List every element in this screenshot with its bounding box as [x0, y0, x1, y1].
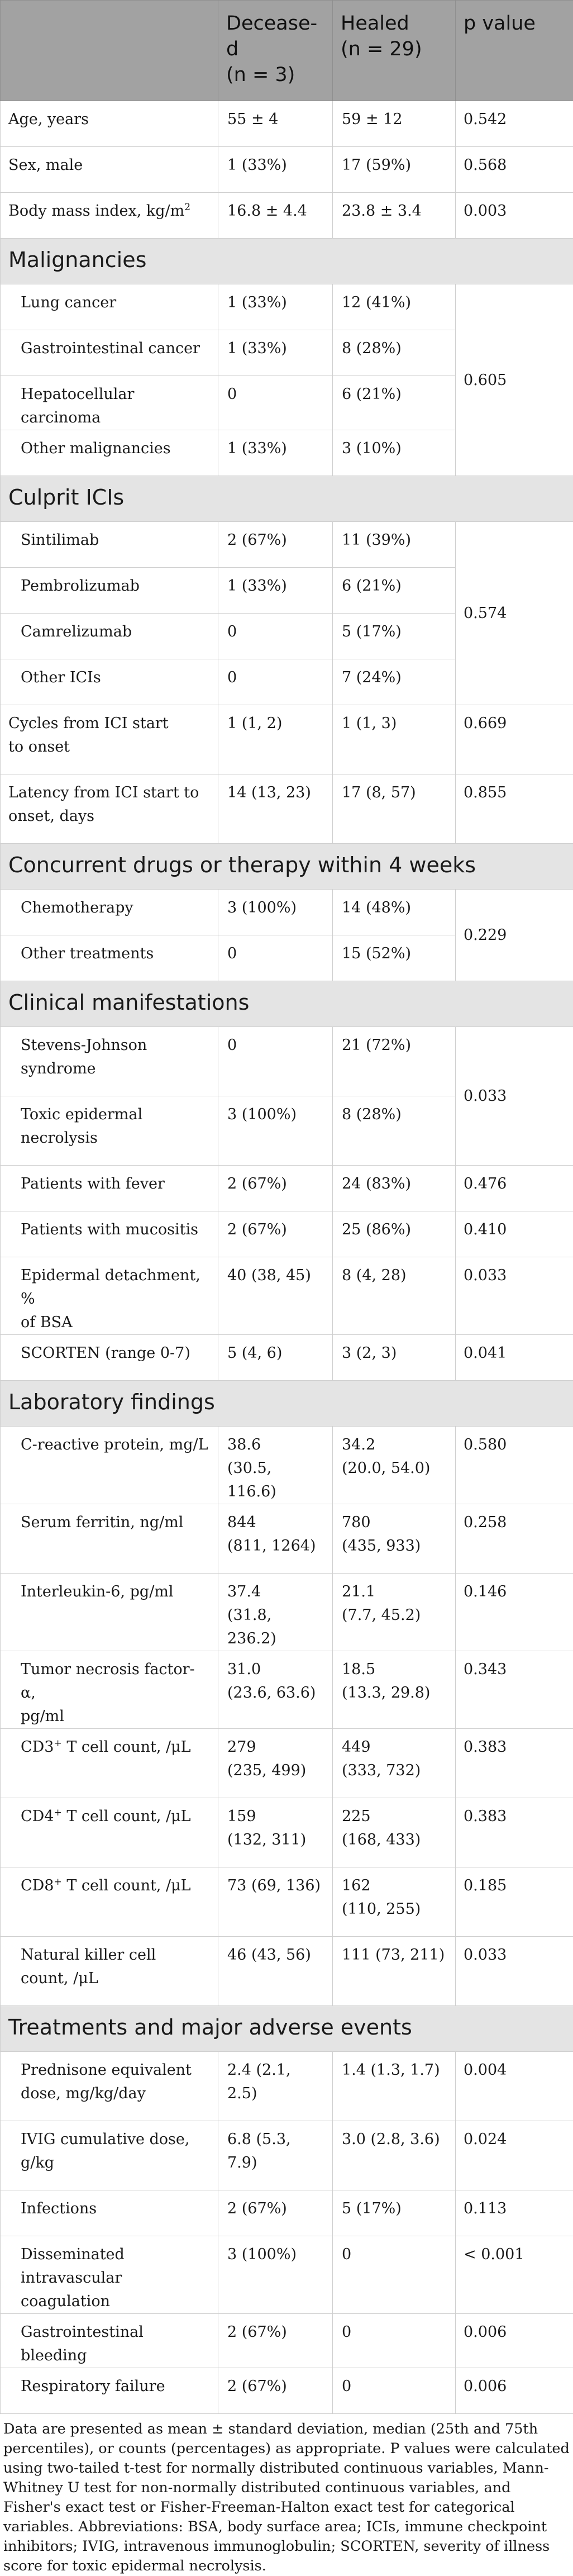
header-p-label: p value	[464, 11, 565, 36]
table-row	[1, 2052, 573, 2121]
table-row	[1, 2236, 573, 2314]
section-heading-row	[1, 844, 573, 890]
row-label: Respiratory failure	[1, 2368, 218, 2414]
table-row	[1, 1166, 573, 1211]
deceased-value: 5 (4, 6)	[218, 1335, 333, 1381]
p-value: 0.605	[456, 284, 573, 476]
healed-value: 0	[333, 2236, 456, 2314]
deceased-value: 55 ± 4	[218, 101, 333, 147]
table-row	[1, 2190, 573, 2236]
row-label	[1, 193, 218, 239]
header-blank-cell	[1, 1, 218, 101]
deceased-value: 14 (13, 23)	[218, 774, 333, 844]
p-value: 0.113	[456, 2190, 573, 2236]
value-line: (333, 732)	[342, 1759, 446, 1783]
table-row	[1, 193, 573, 239]
deceased-value	[218, 1504, 333, 1574]
p-value: 0.185	[456, 1867, 573, 1937]
row-label-line: IVIG cumulative dose,	[21, 2128, 209, 2151]
table-row	[1, 890, 573, 935]
row-label: Infections	[1, 2190, 218, 2236]
row-label-line: Disseminated	[21, 2243, 209, 2266]
row-label-line: Natural killer cell	[21, 1943, 209, 1967]
deceased-value: 2.4 (2.1, 2.5)	[218, 2052, 333, 2121]
deceased-value: 6.8 (5.3, 7.9)	[218, 2121, 333, 2190]
value-line: 31.0	[227, 1658, 323, 1681]
section-heading-row	[1, 476, 573, 522]
deceased-value: 40 (38, 45)	[218, 1257, 333, 1335]
healed-value: 0	[333, 2314, 456, 2368]
p-value: 0.033	[456, 1937, 573, 2006]
healed-value: 15 (52%)	[333, 935, 456, 981]
row-label-line: dose, mg/kg/day	[21, 2082, 209, 2106]
healed-value	[333, 1504, 456, 1574]
row-label: Chemotherapy	[1, 890, 218, 935]
row-label: Other ICIs	[1, 659, 218, 705]
row-label	[1, 1867, 218, 1937]
value-line: (13.3, 29.8)	[342, 1681, 446, 1705]
row-label: Sintilimab	[1, 522, 218, 568]
table-row	[1, 1504, 573, 1574]
section-title-concurrent: Concurrent drugs or therapy within 4 weeks	[1, 844, 573, 890]
deceased-value: 2 (67%)	[218, 522, 333, 568]
row-label	[1, 1937, 218, 2006]
row-label: Other malignancies	[1, 430, 218, 476]
value-line: (23.6, 63.6)	[227, 1681, 323, 1705]
section-title-malignancies: Malignancies	[1, 239, 573, 284]
p-value: 0.033	[456, 1027, 573, 1166]
value-line: 279	[227, 1736, 323, 1759]
table-row	[1, 2314, 573, 2368]
value-line: 844	[227, 1511, 323, 1534]
value-line: 225	[342, 1805, 446, 1828]
row-label-line: pg/ml	[21, 1705, 209, 1728]
deceased-value: 2 (67%)	[218, 1166, 333, 1211]
row-label-text: T cell count, /μL	[62, 1877, 191, 1894]
section-heading-row	[1, 981, 573, 1027]
row-label-line: Tumor necrosis factor-α,	[21, 1658, 209, 1705]
value-line: (30.5, 116.6)	[227, 1457, 323, 1504]
healed-value: 111 (73, 211)	[333, 1937, 456, 2006]
table-row	[1, 1729, 573, 1798]
header-deceased-label: Decease-d	[226, 11, 324, 62]
deceased-value	[218, 1427, 333, 1504]
row-label-line: count, /μL	[21, 1967, 209, 1990]
value-line: 37.4	[227, 1580, 323, 1604]
deceased-value: 3 (100%)	[218, 1096, 333, 1166]
value-line: (168, 433)	[342, 1828, 446, 1852]
p-value: 0.041	[456, 1335, 573, 1381]
deceased-value: 1 (33%)	[218, 568, 333, 614]
row-label-line: onset, days	[8, 805, 209, 828]
healed-value: 59 ± 12	[333, 101, 456, 147]
value-line: 38.6	[227, 1433, 323, 1457]
healed-value	[333, 1427, 456, 1504]
table-row	[1, 2368, 573, 2414]
healed-value: 23.8 ± 3.4	[333, 193, 456, 239]
deceased-value: 0	[218, 376, 333, 430]
row-label-line: of BSA	[21, 1311, 209, 1334]
row-label: Pembrolizumab	[1, 568, 218, 614]
deceased-value: 1 (33%)	[218, 284, 333, 330]
row-label: Patients with mucositis	[1, 1211, 218, 1257]
healed-value: 21 (72%)	[333, 1027, 456, 1096]
row-label	[1, 2236, 218, 2314]
deceased-value	[218, 1651, 333, 1729]
p-value: 0.580	[456, 1427, 573, 1504]
healed-value: 25 (86%)	[333, 1211, 456, 1257]
row-label: Age, years	[1, 101, 218, 147]
row-label	[1, 2052, 218, 2121]
deceased-value: 1 (33%)	[218, 430, 333, 476]
healed-value: 1.4 (1.3, 1.7)	[333, 2052, 456, 2121]
healed-value: 8 (4, 28)	[333, 1257, 456, 1335]
healed-value	[333, 1729, 456, 1798]
p-value: 0.410	[456, 1211, 573, 1257]
row-label-text: CD3	[21, 1738, 54, 1756]
row-label-text: CD4	[21, 1808, 54, 1825]
healed-value: 11 (39%)	[333, 522, 456, 568]
row-label-line: to onset	[8, 735, 209, 759]
healed-value	[333, 1798, 456, 1867]
row-label-text: Body mass index, kg/m	[8, 202, 184, 220]
deceased-value: 46 (43, 56)	[218, 1937, 333, 2006]
row-label-line: Cycles from ICI start	[8, 712, 209, 735]
p-value: 0.004	[456, 2052, 573, 2121]
table-row	[1, 705, 573, 774]
deceased-value: 3 (100%)	[218, 2236, 333, 2314]
p-value: 0.383	[456, 1729, 573, 1798]
row-label	[1, 1798, 218, 1867]
healed-value: 6 (21%)	[333, 376, 456, 430]
table-row	[1, 1798, 573, 1867]
p-value: 0.855	[456, 774, 573, 844]
section-title-treatments: Treatments and major adverse events	[1, 2006, 573, 2052]
row-label-line: Latency from ICI start to	[8, 781, 209, 805]
healed-value: 0	[333, 2368, 456, 2414]
row-label-line: necrolysis	[21, 1127, 209, 1150]
table-row	[1, 1574, 573, 1651]
deceased-value: 3 (100%)	[218, 890, 333, 935]
table-footnote: Data are presented as mean ± standard deviation, median (25th and 75th percentiles), or counts (percentages) as appropriate. P values were calculated using two-tailed t-test for normally distributed continuous variables, Mann-Whitney U test for non-normally distributed continuous variables, and Fisher's exact test or Fisher-Freeman-Halton exact test for categorical variables. Abbreviations: BSA, body surface area; ICIs, immune checkpoint inhibitors; IVIG, intravenous immunoglobulin; SCORTEN, severity of illness score for toxic epidermal necrolysis.	[0, 2414, 573, 2576]
table-row	[1, 147, 573, 193]
row-label-text: CD8	[21, 1877, 54, 1894]
p-value: 0.542	[456, 101, 573, 147]
row-label	[1, 1729, 218, 1798]
row-label	[1, 705, 218, 774]
table-row	[1, 1937, 573, 2006]
row-label: Lung cancer	[1, 284, 218, 330]
row-label: Other treatments	[1, 935, 218, 981]
deceased-value: 0	[218, 935, 333, 981]
section-title-laboratory: Laboratory findings	[1, 1381, 573, 1427]
deceased-value: 0	[218, 1027, 333, 1096]
row-label: SCORTEN (range 0-7)	[1, 1335, 218, 1381]
healed-value: 8 (28%)	[333, 1096, 456, 1166]
healed-value: 1 (1, 3)	[333, 705, 456, 774]
healed-value: 3 (2, 3)	[333, 1335, 456, 1381]
row-label: C-reactive protein, mg/L	[1, 1427, 218, 1504]
value-line: (31.8, 236.2)	[227, 1604, 323, 1651]
deceased-value: 2 (67%)	[218, 1211, 333, 1257]
deceased-value: 0	[218, 614, 333, 659]
deceased-value: 2 (67%)	[218, 2190, 333, 2236]
row-label: Camrelizumab	[1, 614, 218, 659]
healed-value	[333, 1574, 456, 1651]
table-row	[1, 1211, 573, 1257]
section-heading-row	[1, 1381, 573, 1427]
healed-value: 5 (17%)	[333, 2190, 456, 2236]
table-row	[1, 774, 573, 844]
value-line: 18.5	[342, 1658, 446, 1681]
row-label-sup: +	[54, 1876, 61, 1888]
p-value: 0.343	[456, 1651, 573, 1729]
value-line: 34.2	[342, 1433, 446, 1457]
table-row	[1, 522, 573, 568]
p-value: 0.006	[456, 2368, 573, 2414]
row-label-line: Epidermal detachment, %	[21, 1264, 209, 1311]
healed-value: 8 (28%)	[333, 330, 456, 376]
section-title-culprit-icis: Culprit ICIs	[1, 476, 573, 522]
healed-value: 17 (8, 57)	[333, 774, 456, 844]
section-title-clinical: Clinical manifestations	[1, 981, 573, 1027]
p-value: 0.669	[456, 705, 573, 774]
deceased-value: 2 (67%)	[218, 2368, 333, 2414]
value-line: (811, 1264)	[227, 1534, 323, 1558]
healed-value: 14 (48%)	[333, 890, 456, 935]
table-row	[1, 2121, 573, 2190]
deceased-value	[218, 1574, 333, 1651]
table-row	[1, 1427, 573, 1504]
row-label: Patients with fever	[1, 1166, 218, 1211]
value-line: (132, 311)	[227, 1828, 323, 1852]
p-value: 0.258	[456, 1504, 573, 1574]
deceased-value: 1 (33%)	[218, 147, 333, 193]
row-label-sup: +	[54, 1807, 61, 1818]
header-p-value	[456, 1, 573, 101]
healed-value	[333, 1651, 456, 1729]
deceased-value	[218, 1729, 333, 1798]
value-line: (435, 933)	[342, 1534, 446, 1558]
value-line: 780	[342, 1511, 446, 1534]
p-value: 0.229	[456, 890, 573, 981]
p-value: 0.574	[456, 522, 573, 705]
healed-value: 3 (10%)	[333, 430, 456, 476]
row-label-sup: +	[54, 1738, 61, 1749]
table-row	[1, 1257, 573, 1335]
healed-value: 3.0 (2.8, 3.6)	[333, 2121, 456, 2190]
row-label-sup: 2	[184, 202, 190, 213]
row-label-line: Toxic epidermal	[21, 1103, 209, 1127]
header-healed	[333, 1, 456, 101]
table-row	[1, 1867, 573, 1937]
healed-value: 5 (17%)	[333, 614, 456, 659]
value-line: 21.1	[342, 1580, 446, 1604]
deceased-value	[218, 1867, 333, 1937]
section-heading-row	[1, 239, 573, 284]
row-label	[1, 2121, 218, 2190]
row-label	[1, 1027, 218, 1096]
row-label: Gastrointestinal bleeding	[1, 2314, 218, 2368]
value-line: 159	[227, 1805, 323, 1828]
value-line: (7.7, 45.2)	[342, 1604, 446, 1627]
row-label	[1, 1096, 218, 1166]
section-heading-row	[1, 2006, 573, 2052]
row-label-line: Stevens-Johnson	[21, 1034, 209, 1057]
table-row	[1, 101, 573, 147]
healed-value: 7 (24%)	[333, 659, 456, 705]
row-label	[1, 1651, 218, 1729]
value-line: (20.0, 54.0)	[342, 1457, 446, 1480]
table-row	[1, 1027, 573, 1096]
p-value: 0.383	[456, 1798, 573, 1867]
row-label-text: T cell count, /μL	[62, 1808, 191, 1825]
row-label: Serum ferritin, ng/ml	[1, 1504, 218, 1574]
header-healed-label: Healed	[341, 11, 447, 36]
row-label-text: T cell count, /μL	[62, 1738, 191, 1756]
table-row	[1, 1335, 573, 1381]
table-row	[1, 1651, 573, 1729]
deceased-value: 16.8 ± 4.4	[218, 193, 333, 239]
value-line: (235, 499)	[227, 1759, 323, 1783]
row-label	[1, 774, 218, 844]
value-line: (110, 255)	[342, 1898, 446, 1921]
deceased-value: 1 (33%)	[218, 330, 333, 376]
p-value: < 0.001	[456, 2236, 573, 2314]
healed-value	[333, 1867, 456, 1937]
header-deceased-n: (n = 3)	[226, 62, 324, 88]
healed-value: 24 (83%)	[333, 1166, 456, 1211]
row-label-line: syndrome	[21, 1057, 209, 1081]
p-value: 0.006	[456, 2314, 573, 2368]
deceased-value: 0	[218, 659, 333, 705]
table-header-row	[1, 1, 573, 101]
healed-value: 17 (59%)	[333, 147, 456, 193]
healed-value: 12 (41%)	[333, 284, 456, 330]
table-row	[1, 284, 573, 330]
row-label-line: g/kg	[21, 2151, 209, 2175]
deceased-value: 2 (67%)	[218, 2314, 333, 2368]
p-value: 0.033	[456, 1257, 573, 1335]
p-value: 0.024	[456, 2121, 573, 2190]
deceased-value: 1 (1, 2)	[218, 705, 333, 774]
deceased-value	[218, 1798, 333, 1867]
healed-value: 6 (21%)	[333, 568, 456, 614]
value-line: 73 (69, 136)	[227, 1874, 323, 1898]
row-label-line: intravascular coagulation	[21, 2266, 209, 2313]
row-label-line: Prednisone equivalent	[21, 2059, 209, 2082]
value-line: 449	[342, 1736, 446, 1759]
row-label: Sex, male	[1, 147, 218, 193]
p-value: 0.003	[456, 193, 573, 239]
header-healed-n: (n = 29)	[341, 36, 447, 62]
p-value: 0.146	[456, 1574, 573, 1651]
value-line: 162	[342, 1874, 446, 1898]
header-deceased	[218, 1, 333, 101]
row-label: Hepatocellular carcinoma	[1, 376, 218, 430]
row-label: Interleukin-6, pg/ml	[1, 1574, 218, 1651]
p-value: 0.568	[456, 147, 573, 193]
p-value: 0.476	[456, 1166, 573, 1211]
row-label: Gastrointestinal cancer	[1, 330, 218, 376]
row-label	[1, 1257, 218, 1335]
